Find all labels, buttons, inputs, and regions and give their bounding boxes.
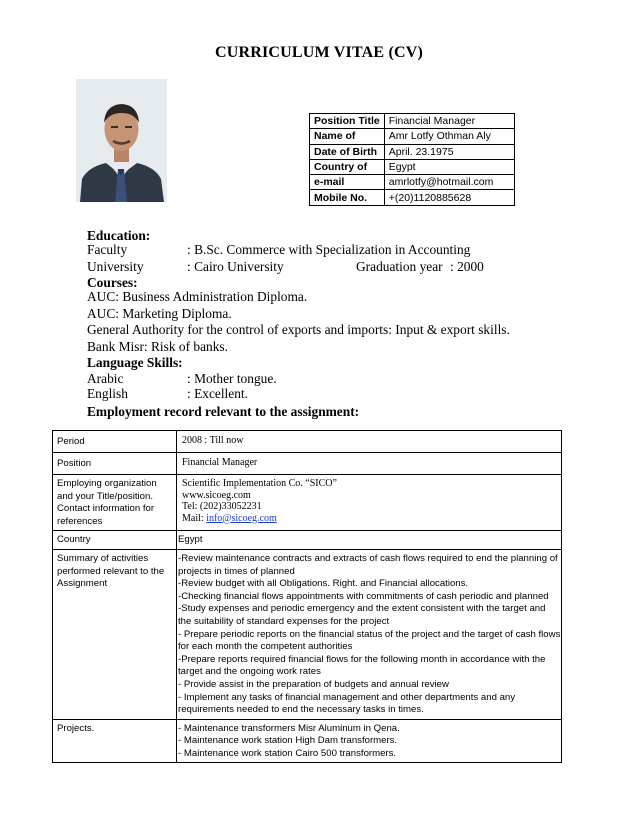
- period-value: 2008 : Till now: [177, 431, 562, 453]
- info-row-mobile: [310, 190, 515, 205]
- info-value: +(20)1120885628: [384, 190, 514, 205]
- info-row-name: [310, 129, 515, 144]
- position-value: Financial Manager: [177, 453, 562, 475]
- profile-photo: [76, 79, 167, 202]
- education-heading: Education:: [87, 228, 151, 243]
- info-row-country: [310, 159, 515, 174]
- project-item: - Maintenance work station High Dam transformers.: [178, 735, 398, 747]
- info-label: Mobile No.: [310, 190, 385, 205]
- info-label: Position Title: [310, 114, 385, 129]
- emp-row-country: [53, 531, 562, 550]
- summary-item: - Implement any tasks of financial management and other departments and any requirements needed to end the necessary tasks in times.: [178, 691, 516, 716]
- info-row-dob: [310, 144, 515, 159]
- summary-item: -Prepare reports required financial flows for the following month in accordance with the target and the ongoing work rates: [178, 653, 546, 678]
- language-name: English: [87, 386, 128, 401]
- organization-mail-line: [182, 513, 561, 525]
- summary-item: - Prepare periodic reports on the financial status of the project and the target of cash flows for each month the competent authorities: [178, 628, 561, 653]
- organization-line: Scientific Implementation Co. “SICO”: [182, 478, 337, 489]
- courses-heading: Courses:: [87, 275, 138, 290]
- personal-info-table: [309, 113, 515, 206]
- summary-value: [177, 549, 562, 719]
- info-value: amrlotfy@hotmail.com: [384, 175, 514, 190]
- language-level: : Mother tongue.: [187, 371, 277, 386]
- organization-line: www.sicoeg.com: [182, 489, 251, 501]
- course-item: General Authority for the control of exports and imports: Input & export skills.: [87, 322, 510, 337]
- summary-item: -Study expenses and periodic emergency and the extent consistent with the target and the suitability of standard expenses for the project: [178, 603, 546, 627]
- course-item: Bank Misr: Risk of banks.: [87, 339, 228, 354]
- summary-item: -Review maintenance contracts and extracts of cash flows required to end the planning of projects in times of planned: [178, 552, 558, 577]
- employment-table: [52, 430, 562, 763]
- language-heading: Language Skills:: [87, 355, 183, 370]
- university-label: University: [87, 259, 144, 274]
- language-name: Arabic: [87, 371, 124, 386]
- course-item: AUC: Marketing Diploma.: [87, 306, 232, 321]
- info-label: Country of: [310, 159, 385, 174]
- info-value: Financial Manager: [384, 114, 514, 129]
- project-item: - Maintenance transformers Misr Aluminum in Qena.: [178, 722, 400, 734]
- mail-prefix: Mail:: [182, 512, 207, 524]
- info-row-email: [310, 175, 515, 190]
- emp-row-projects: [53, 719, 562, 763]
- language-level: : Excellent.: [187, 386, 248, 401]
- graduation-label: Graduation year: [356, 259, 443, 274]
- summary-item: -Review budget with all Obligations. Right. and Financial allocations.: [178, 578, 469, 590]
- info-label: e-mail: [310, 175, 385, 190]
- summary-item: - Provide assist in the preparation of budgets and annual review: [178, 678, 449, 690]
- cv-title: CURRICULUM VITAE (CV): [214, 44, 424, 61]
- organization-line: Tel: (202)33052231: [182, 501, 262, 512]
- faculty-label: Faculty: [87, 242, 128, 257]
- organization-label: Employing organization and your Title/position. Contact information for references: [53, 475, 177, 531]
- project-item: - Maintenance work station Cairo 500 transformers.: [178, 747, 397, 759]
- info-label: Name of: [310, 129, 385, 144]
- course-item: AUC: Business Administration Diploma.: [87, 289, 308, 304]
- employment-heading: Employment record relevant to the assignment:: [87, 404, 360, 419]
- info-value: Amr Lotfy Othman Aly: [384, 129, 514, 144]
- emp-row-position: [53, 453, 562, 475]
- summary-item: -Checking financial flows appointments with commitments of cash periodic and planned: [178, 590, 549, 602]
- info-value: Egypt: [384, 159, 514, 174]
- country-value: Egypt: [177, 531, 562, 550]
- graduation-value: : 2000: [450, 259, 484, 274]
- university-value: : Cairo University: [187, 259, 284, 274]
- mail-link[interactable]: info@sicoeg.com: [206, 512, 277, 524]
- summary-label: Summary of activities performed relevant to the Assignment: [53, 549, 177, 719]
- info-row-position: [310, 114, 515, 129]
- position-label: Position: [53, 453, 177, 475]
- emp-row-period: [53, 431, 562, 453]
- info-value: April. 23.1975: [384, 144, 514, 159]
- projects-value: [177, 719, 562, 763]
- period-label: Period: [53, 431, 177, 453]
- country-label: Country: [53, 531, 177, 550]
- projects-label: Projects.: [53, 719, 177, 763]
- organization-value: [177, 475, 562, 531]
- emp-row-summary: [53, 549, 562, 719]
- info-label: Date of Birth: [310, 144, 385, 159]
- faculty-value: : B.Sc. Commerce with Specialization in Accounting: [187, 242, 471, 257]
- emp-row-organization: [53, 475, 562, 531]
